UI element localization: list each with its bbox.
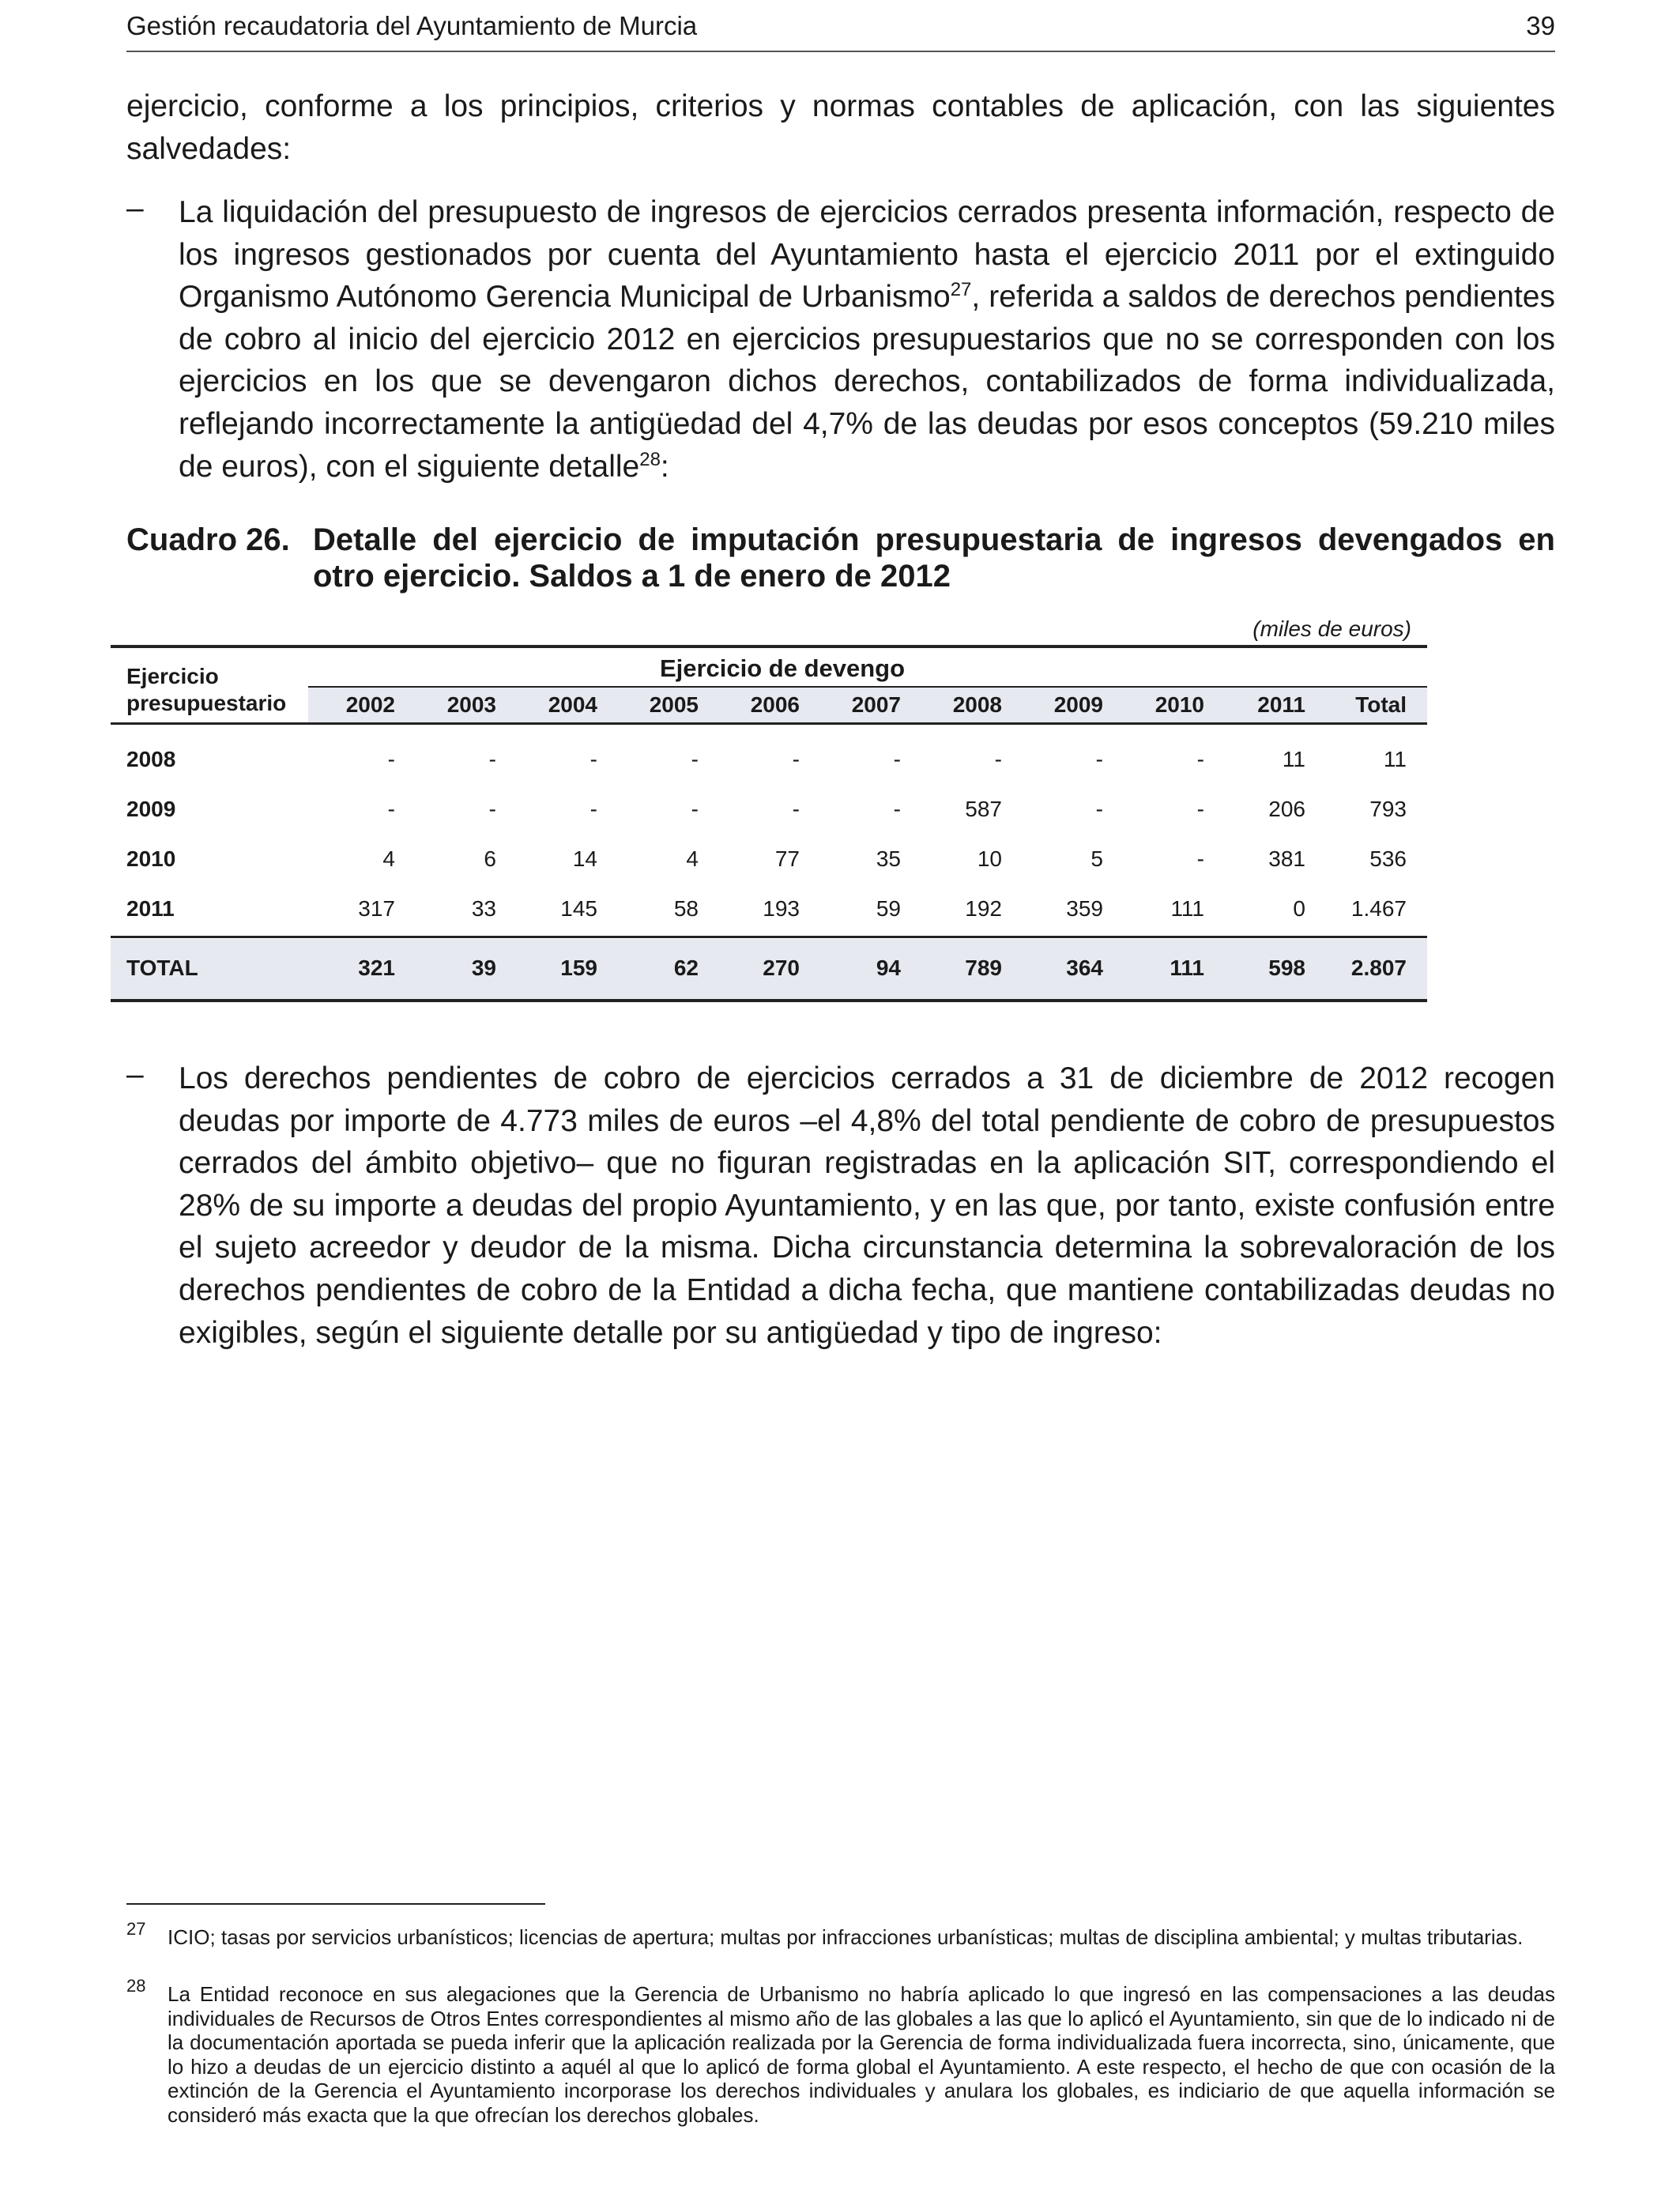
bullet1-text-a: La liquidación del presupuesto de ingresos de ejercicios cerrados presenta información, respecto de los ingresos gestionados por cuenta del Ayuntamiento hasta el ejercicio 2011 por el extinguido Organismo Autónomo Gerencia Municipal de Urbanismo (179, 195, 1555, 315)
footnote-number-27: 27 (126, 1919, 146, 1939)
table-cell: 381 (1268, 846, 1305, 871)
footnote-ref-27[interactable]: 27 (950, 279, 972, 301)
table-cell: 359 (1066, 896, 1103, 921)
page-header (126, 6, 1555, 52)
header-title: Gestión recaudatoria del Ayuntamiento de Murcia (126, 11, 698, 40)
caption-label: Cuadro 26. (126, 522, 290, 557)
table-cell: 10 (977, 846, 1002, 871)
intro-paragraph: ejercicio, conforme a los principios, criterios y normas contables de aplicación, con las siguientes salvedades: (126, 89, 1555, 166)
total-cell: 94 (876, 956, 901, 980)
table-cell: 111 (1170, 896, 1204, 921)
column-header: 2007 (851, 692, 901, 717)
table-cell: 58 (673, 896, 699, 921)
footnote-28: La Entidad reconoce en sus alegaciones que la Gerencia de Urbanismo no habría aplicado lo que ingresó en las compensaciones a las deudas individuales de Recursos de Otros Entes correspondientes al mismo año de las globales a las que lo aplicó el Ayuntamiento, sin que de lo indicado ni de la documentación aportada se pueda inferir que la aplicación realizada por la Gerencia de forma individualizada fuera incorrecta, sino, únicamente, que lo hizo a deudas de un ejercicio distinto a aquél al que lo aplicó de forma global el Ayuntamiento. A este respecto, el hecho de que con ocasión de la extinción de la Gerencia el Ayuntamiento incorporase los derechos individuales y anulara los globales, es indiciario de que aquella información se consideró más exacta que la que ofrecían los derechos globales. (168, 1982, 1555, 2127)
total-cell: 364 (1066, 956, 1103, 980)
table-cell: 11 (1383, 747, 1407, 771)
total-cell: 159 (560, 956, 597, 980)
column-header: 2008 (952, 692, 1002, 717)
table-cell: 193 (763, 896, 800, 921)
table-cell: 35 (876, 846, 901, 871)
table-cell: - (1196, 846, 1204, 871)
footnote-separator (126, 1903, 545, 1905)
table-cell: - (1095, 797, 1103, 821)
column-header: 2011 (1257, 692, 1305, 717)
table-cell: 145 (560, 896, 597, 921)
table-cell: 1.467 (1350, 896, 1407, 921)
row-label: 2011 (126, 896, 175, 921)
row-label: 2010 (126, 846, 176, 871)
footnote-number-28: 28 (126, 1976, 146, 1996)
total-top-rule (111, 936, 1427, 938)
total-cell: 270 (763, 956, 800, 980)
table-cell: 206 (1268, 797, 1305, 821)
table-cell: 317 (358, 896, 395, 921)
column-header: Total (1355, 692, 1407, 717)
bullet-dash-1: – (126, 191, 144, 225)
bullet-paragraph-2: Los derechos pendientes de cobro de ejercicios cerrados a 31 de diciembre de 2012 recogen deudas por importe de 4.773 miles de euros –el 4,8% del total pendiente de cobro de presupuestos cerrados del ámbito objetivo– que no figuran registradas en la aplicación SIT, correspondiendo el 28% de su importe a deudas del propio Ayuntamiento, y en las que, por tanto, existe confusión entre el sujeto acreedor y deudor de la misma. Dicha circunstancia determina la sobrevaloración de los derechos pendientes de cobro de la Entidad a dicha fecha, que mantiene contabilizadas deudas no exigibles, según el siguiente detalle por su antigüedad y tipo de ingreso: (179, 1061, 1555, 1350)
table-cell: 4 (382, 846, 395, 871)
table-cell: 14 (572, 846, 597, 871)
column-header: 2004 (548, 692, 597, 717)
column-header: 2002 (345, 692, 395, 717)
table-cell: - (792, 747, 800, 771)
table-cell: - (387, 797, 395, 821)
bullet1-text-c: : (660, 449, 669, 484)
column-header: 2006 (750, 692, 800, 717)
table-cell: 33 (471, 896, 496, 921)
total-cell: 62 (673, 956, 699, 980)
bullet-paragraph-1 (179, 191, 1555, 488)
header-bottom-rule (111, 722, 1427, 725)
data-table (111, 645, 1427, 1002)
total-cell: 39 (471, 956, 496, 980)
table-cell: 4 (686, 846, 699, 871)
table-cell: - (691, 747, 699, 771)
table-cell: 536 (1369, 846, 1407, 871)
row-label: 2008 (126, 747, 176, 771)
table-cell: - (488, 797, 496, 821)
table-cell: - (387, 747, 395, 771)
total-cell: 598 (1268, 956, 1305, 980)
table-cell: - (691, 797, 699, 821)
caption-text: Detalle del ejercicio de imputación presupuestaria de ingresos devengados en otro ejercicio. Saldos a 1 de enero de 2012 (313, 522, 1555, 594)
group-header: Ejercicio de devengo (659, 654, 906, 682)
column-header: 2003 (446, 692, 496, 717)
table-cell: 59 (876, 896, 901, 921)
table-cell: - (1095, 747, 1103, 771)
table-cell: 6 (484, 846, 496, 871)
table-cell: - (1196, 747, 1204, 771)
table-top-rule (111, 645, 1427, 648)
table-cell: 0 (1293, 896, 1305, 921)
footnote-27: ICIO; tasas por servicios urbanísticos; licencias de apertura; multas por infracciones urbanísticas; multas de disciplina ambiental; y multas tributarias. (168, 1925, 1524, 1949)
footnote-ref-28[interactable]: 28 (639, 448, 661, 470)
page-number: 39 (1526, 11, 1555, 40)
table-cell: 77 (774, 846, 800, 871)
row-label: 2009 (126, 797, 176, 821)
bullet1-text-b: , referida a saldos de derechos pendientes de cobro al inicio del ejercicio 2012 en ejercicios presupuestarios que no se corresponden con los ejercicios en los que se devengaron dichos derechos, contabilizados de forma individualizada, reflejando incorrectamente la antigüedad del 4,7% de las deudas por esos conceptos (59.210 miles de euros), con el siguiente detalle (179, 280, 1555, 484)
group-header-rule (308, 686, 1427, 688)
column-header: 2005 (649, 692, 699, 717)
total-cell: 789 (965, 956, 1002, 980)
table-cell: - (893, 747, 901, 771)
column-header: 2009 (1053, 692, 1103, 717)
table-cell: 192 (965, 896, 1002, 921)
total-label: TOTAL (126, 956, 198, 980)
row-header-line-1: Ejercicio (126, 664, 219, 688)
table-bottom-rule (111, 999, 1427, 1002)
total-cell: 321 (358, 956, 395, 980)
table-cell: - (893, 797, 901, 821)
bullet-dash-2: – (126, 1057, 144, 1091)
column-header: 2010 (1155, 692, 1204, 717)
table-cell: - (590, 747, 597, 771)
table-cell: 587 (965, 797, 1002, 821)
table-cell: 11 (1282, 747, 1305, 771)
row-header-line-2: presupuestario (126, 691, 287, 715)
table-cell: - (590, 797, 597, 821)
table-cell: - (488, 747, 496, 771)
total-cell: 111 (1170, 956, 1204, 980)
table-cell: - (792, 797, 800, 821)
total-cell: 2.807 (1350, 956, 1407, 980)
units-note: (miles de euros) (1252, 616, 1411, 641)
table-cell: 793 (1369, 797, 1407, 821)
table-cell: - (994, 747, 1002, 771)
table-cell: 5 (1090, 846, 1103, 871)
table-cell: - (1196, 797, 1204, 821)
